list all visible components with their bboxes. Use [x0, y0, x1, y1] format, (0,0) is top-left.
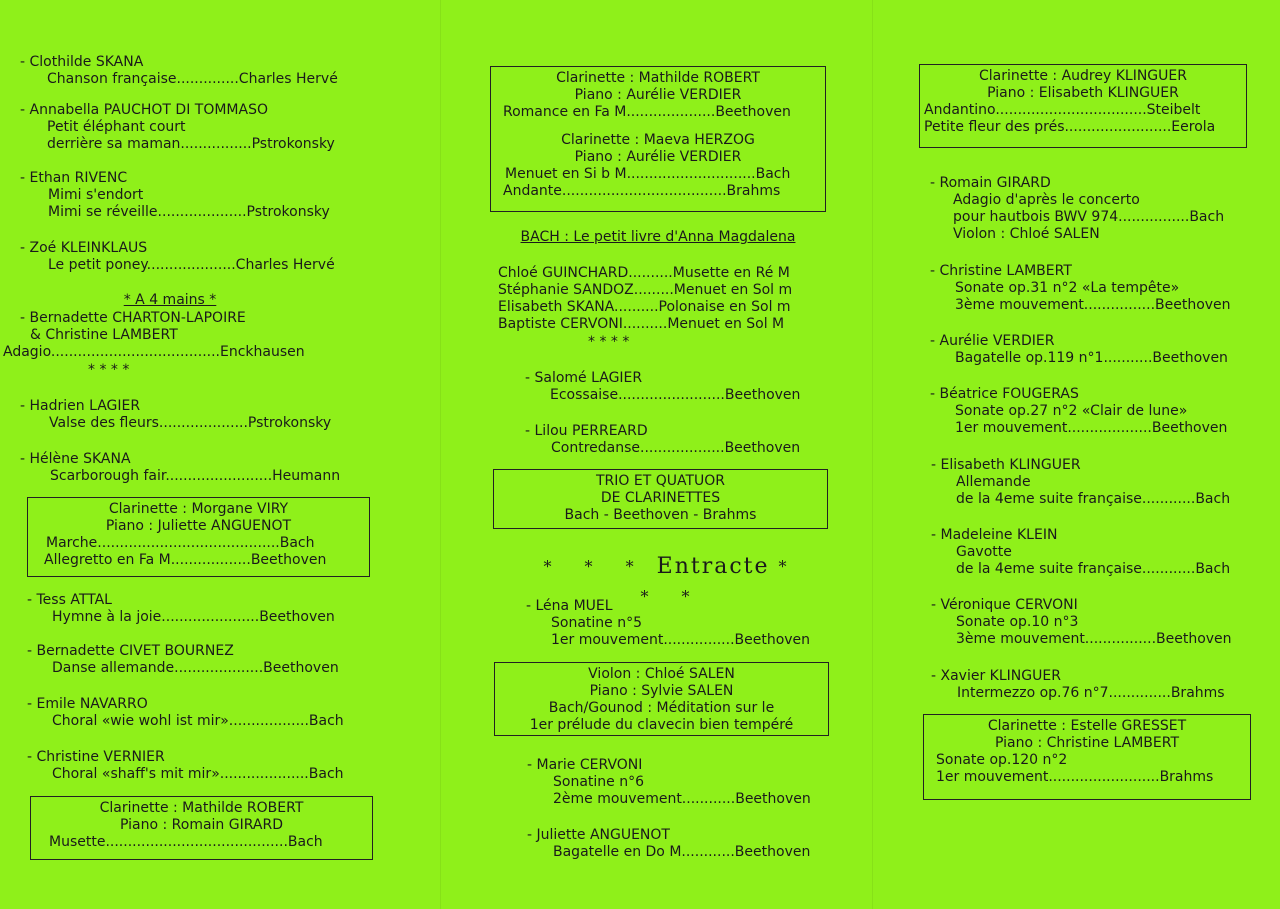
- piece-line: Adagio d'après le concerto: [953, 192, 1140, 208]
- piece-line: Petit éléphant court: [47, 119, 186, 135]
- piece-line: 3ème mouvement................Beethoven: [956, 631, 1232, 647]
- performer-name: - Véronique CERVONI: [931, 597, 1078, 613]
- intermission-stars: * * *: [543, 557, 648, 576]
- box-line: Bach/Gounod : Méditation sur le: [548, 700, 775, 716]
- piece-line: 2ème mouvement............Beethoven: [553, 791, 811, 807]
- box-line: Clarinette : Mathilde ROBERT: [99, 800, 304, 816]
- box-line: Piano : Romain GIRARD: [120, 817, 283, 833]
- performer-name: - Hadrien LAGIER: [20, 398, 141, 414]
- performer-name: - Hélène SKANA: [20, 451, 131, 467]
- piece-line: Valse des fleurs....................Pstrokonsky: [49, 415, 332, 431]
- box-line: 1er mouvement.........................Brahms: [936, 769, 1214, 785]
- performer-name: - Léna MUEL: [526, 598, 613, 614]
- piece-line: 3ème mouvement................Beethoven: [955, 297, 1231, 313]
- program-entry: [525, 370, 800, 404]
- performer-name: - Aurélie VERDIER: [930, 333, 1055, 349]
- program-entry: [27, 643, 339, 677]
- piece-line: derrière sa maman................Pstrokonsky: [47, 136, 335, 152]
- program-entry: [930, 175, 1224, 243]
- piece-line: Sonate op.31 n°2 «La tempête»: [955, 280, 1180, 296]
- performer-name: - Bernadette CHARTON-LAPOIRE: [20, 310, 246, 326]
- box-line: Clarinette : Estelle GRESSET: [987, 718, 1187, 734]
- section-title-bach: BACH : Le petit livre d'Anna Magdalena: [520, 229, 796, 245]
- program-entry: [27, 749, 344, 783]
- box-line: DE CLARINETTES: [600, 490, 721, 506]
- piece-line: Sonate op.27 n°2 «Clair de lune»: [955, 403, 1188, 419]
- intermission-word: Entracte: [656, 554, 770, 579]
- piece-line: Danse allemande....................Beethoven: [52, 660, 339, 676]
- piece-line: Ecossaise........................Beethoven: [550, 387, 801, 403]
- piece-line: Mimi s'endort: [48, 187, 144, 203]
- performer-name: - Christine LAMBERT: [930, 263, 1072, 279]
- performer-name: - Clothilde SKANA: [20, 54, 144, 70]
- box-line: Clarinette : Maeva HERZOG: [561, 132, 755, 148]
- piece-line: Bagatelle en Do M............Beethoven: [553, 844, 811, 860]
- piece-line: Choral «wie wohl ist mir»..................Bach: [52, 713, 344, 729]
- duo-box: [490, 66, 826, 212]
- box-line: Petite fleur des prés........................Eerola: [924, 119, 1216, 135]
- duo-box: [27, 497, 370, 577]
- program-entry: [20, 451, 340, 485]
- performer-name: - Xavier KLINGUER: [931, 668, 1061, 684]
- program-entry: [20, 240, 335, 274]
- performer-name: - Lilou PERREARD: [525, 423, 648, 439]
- program-entry: [931, 457, 1230, 508]
- bach-row: Stéphanie SANDOZ.........Menuet en Sol m: [498, 282, 793, 298]
- box-line: Piano : Sylvie SALEN: [589, 683, 734, 699]
- fold-line-2: [872, 0, 873, 909]
- duo-box: [919, 64, 1247, 148]
- box-line: Clarinette : Morgane VIRY: [108, 501, 289, 517]
- program-entry: [931, 597, 1232, 648]
- box-line: Piano : Christine LAMBERT: [994, 735, 1180, 751]
- program-entry: [20, 102, 335, 153]
- performer-name: & Christine LAMBERT: [30, 327, 178, 343]
- piece-line: Chanson française..............Charles Hervé: [47, 71, 338, 87]
- piece-line: Allemande: [956, 474, 1031, 490]
- bach-row: Baptiste CERVONI..........Menuet en Sol M: [498, 316, 785, 332]
- box-line: Romance en Fa M....................Beethoven: [503, 104, 791, 120]
- duo-box: [494, 662, 829, 736]
- duo-box: [30, 796, 373, 860]
- intermission-stars: * * *: [640, 557, 801, 606]
- piece-line: Violon : Chloé SALEN: [953, 226, 1100, 242]
- box-line: Clarinette : Audrey KLINGUER: [979, 68, 1187, 84]
- program-entry: [527, 757, 811, 808]
- piece-line: Intermezzo op.76 n°7..............Brahms: [957, 685, 1225, 701]
- box-line: 1er prélude du clavecin bien tempéré: [529, 717, 794, 733]
- separator-stars: * * * *: [588, 334, 630, 350]
- piece-line: Scarborough fair........................Heumann: [50, 468, 341, 484]
- program-entry: [931, 668, 1225, 702]
- performer-name: - Romain GIRARD: [930, 175, 1051, 191]
- piece-line: Le petit poney....................Charles Hervé: [48, 257, 335, 273]
- piece-line: Choral «shaff's mit mir»....................Bach: [52, 766, 344, 782]
- piece-line: pour hautbois BWV 974................Bach: [953, 209, 1225, 225]
- box-line: TRIO ET QUATUOR: [595, 473, 726, 489]
- bach-row: Chloé GUINCHARD..........Musette en Ré M: [498, 265, 790, 281]
- trio-box: [493, 469, 828, 529]
- program-entry: [3, 310, 305, 361]
- performer-name: - Salomé LAGIER: [525, 370, 643, 386]
- program-entry: [931, 527, 1230, 578]
- piece-line: Sonate op.10 n°3: [956, 614, 1079, 630]
- piece-line: Sonatine n°5: [551, 615, 642, 631]
- section-title-four-hands: * A 4 mains *: [123, 292, 217, 308]
- box-line: Allegretto en Fa M..................Beethoven: [44, 552, 327, 568]
- piece-line: 1er mouvement................Beethoven: [551, 632, 811, 648]
- box-line: Piano : Elisabeth KLINGUER: [987, 85, 1179, 101]
- piece-line: Hymne à la joie......................Beethoven: [52, 609, 335, 625]
- box-line: Sonate op.120 n°2: [936, 752, 1068, 768]
- performer-name: - Elisabeth KLINGUER: [931, 457, 1081, 473]
- bach-list: [498, 265, 792, 333]
- program-entry: [930, 333, 1228, 367]
- performer-name: - Annabella PAUCHOT DI TOMMASO: [20, 102, 268, 118]
- box-line: Andante.....................................Brahms: [503, 183, 781, 199]
- program-entry: [27, 696, 344, 730]
- piece-line: Contredanse...................Beethoven: [551, 440, 801, 456]
- performer-name: - Marie CERVONI: [527, 757, 643, 773]
- program-entry: [20, 170, 330, 221]
- piece-line: Bagatelle op.119 n°1...........Beethoven: [955, 350, 1228, 366]
- box-line: Andantino..................................Steibelt: [924, 102, 1201, 118]
- piece-line: de la 4eme suite française............Bach: [956, 491, 1231, 507]
- piece-line: Gavotte: [956, 544, 1012, 560]
- fold-line-1: [440, 0, 441, 909]
- program-entry: [930, 386, 1227, 437]
- piece-line: 1er mouvement...................Beethoven: [955, 420, 1228, 436]
- piece-line: de la 4eme suite française............Bach: [956, 561, 1231, 577]
- program-entry: [525, 423, 800, 457]
- performer-name: - Emile NAVARRO: [27, 696, 148, 712]
- performer-name: - Tess ATTAL: [27, 592, 112, 608]
- program-entry: [930, 263, 1231, 314]
- program-entry: [20, 398, 331, 432]
- piece-line: Sonatine n°6: [553, 774, 644, 790]
- program-entry: [20, 54, 338, 88]
- separator-stars: * * * *: [88, 362, 130, 378]
- program-entry: [527, 827, 810, 861]
- box-line: Musette.........................................Bach: [49, 834, 323, 850]
- piece-line: Adagio......................................Enckhausen: [3, 344, 305, 360]
- performer-name: - Bernadette CIVET BOURNEZ: [27, 643, 234, 659]
- performer-name: - Christine VERNIER: [27, 749, 165, 765]
- box-line: Clarinette : Mathilde ROBERT: [556, 70, 760, 86]
- box-line: Piano : Aurélie VERDIER: [574, 149, 742, 165]
- box-line: Menuet en Si b M.............................Bach: [505, 166, 791, 182]
- program-entry: [526, 598, 810, 649]
- performer-name: - Madeleine KLEIN: [931, 527, 1058, 543]
- box-line: Piano : Juliette ANGUENOT: [105, 518, 292, 534]
- bach-row: Elisabeth SKANA..........Polonaise en Sol m: [498, 299, 791, 315]
- duo-box: [923, 714, 1251, 800]
- performer-name: - Béatrice FOUGERAS: [930, 386, 1079, 402]
- box-line: Marche.........................................Bach: [46, 535, 315, 551]
- program-entry: [27, 592, 335, 626]
- piece-line: Mimi se réveille....................Pstrokonsky: [48, 204, 330, 220]
- box-line: Piano : Aurélie VERDIER: [574, 87, 742, 103]
- performer-name: - Ethan RIVENC: [20, 170, 128, 186]
- box-line: Violon : Chloé SALEN: [588, 666, 735, 682]
- box-line: Bach - Beethoven - Brahms: [564, 507, 757, 523]
- performer-name: - Juliette ANGUENOT: [527, 827, 670, 843]
- performer-name: - Zoé KLEINKLAUS: [20, 240, 148, 256]
